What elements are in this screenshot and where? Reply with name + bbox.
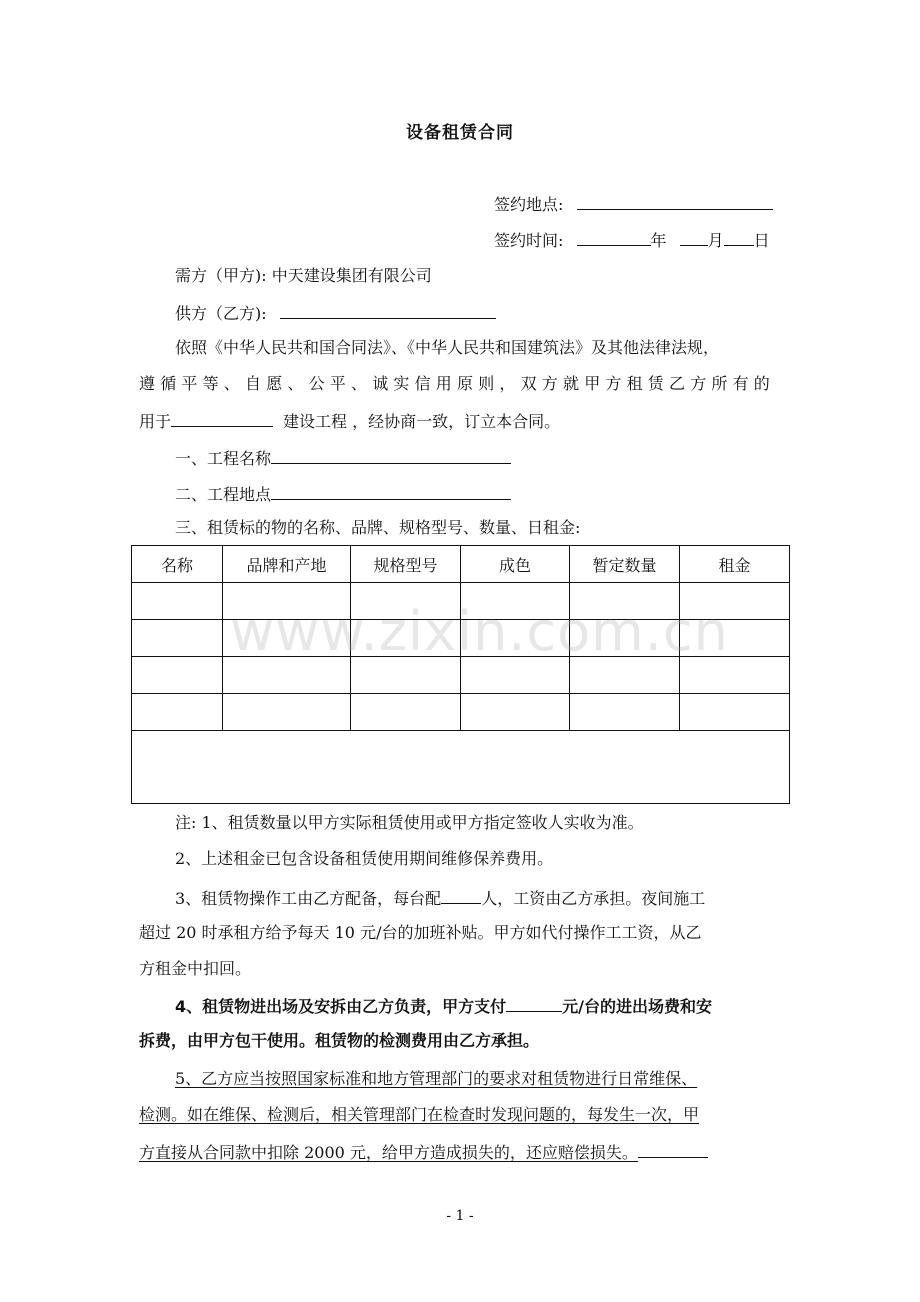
note-4-line-1 bbox=[175, 994, 712, 1018]
col-header-rent: 租金 bbox=[680, 546, 790, 583]
sign-month-field[interactable] bbox=[680, 228, 708, 246]
lease-items-table bbox=[131, 545, 790, 804]
table-cell[interactable] bbox=[351, 657, 461, 694]
note-1: 注: 1、租赁数量以甲方实际租赁使用或甲方指定签收人实收为准。 bbox=[175, 813, 644, 832]
table-cell[interactable] bbox=[461, 694, 570, 731]
col-header-brand: 品牌和产地 bbox=[223, 546, 351, 583]
note-5-line-3-row bbox=[139, 1140, 708, 1164]
document-title: 设备租赁合同 bbox=[406, 123, 514, 143]
project-name-field[interactable] bbox=[271, 446, 511, 464]
table-cell[interactable] bbox=[132, 657, 223, 694]
intro-line-1: 依照《中华人民共和国合同法》、《中华人民共和国建筑法》及其他法律法规， bbox=[175, 338, 720, 357]
note-3-line-3: 方租金中扣回。 bbox=[139, 959, 252, 978]
table-cell[interactable] bbox=[570, 657, 680, 694]
col-header-model: 规格型号 bbox=[351, 546, 461, 583]
entry-exit-fee-field[interactable] bbox=[506, 994, 562, 1012]
table-cell[interactable] bbox=[570, 583, 680, 620]
sign-place-label: 签约地点: bbox=[494, 195, 564, 214]
note-3-start: 3、租赁物操作工由乙方配备，每台配 bbox=[175, 889, 442, 908]
note-2: 2、上述租金已包含设备租赁使用期间维修保养费用。 bbox=[175, 849, 554, 868]
party-b-row bbox=[175, 301, 496, 325]
intro-line-3-end: 建设工程 ，经协商一致，订立本合同。 bbox=[283, 412, 561, 431]
table-cell[interactable] bbox=[680, 583, 790, 620]
col-header-condition: 成色 bbox=[461, 546, 570, 583]
table-cell[interactable] bbox=[351, 583, 461, 620]
table-cell[interactable] bbox=[223, 583, 351, 620]
table-row bbox=[132, 694, 790, 731]
table-cell[interactable] bbox=[680, 657, 790, 694]
note-4-end: 元/台的进出场费和安 bbox=[562, 997, 712, 1016]
table-merged-row bbox=[132, 731, 790, 804]
table-cell[interactable] bbox=[223, 694, 351, 731]
table-row bbox=[132, 620, 790, 657]
note-5-line-1: 5、乙方应当按照国家标准和地方管理部门的要求对租赁物进行日常维保、 bbox=[175, 1069, 698, 1088]
intro-line-3-start: 用于 bbox=[139, 412, 172, 431]
note-5-line-3: 方直接从合同款中扣除 2000 元，给甲方造成损失的，还应赔偿损失。 bbox=[139, 1143, 638, 1162]
table-cell[interactable] bbox=[351, 694, 461, 731]
table-header-row bbox=[132, 546, 790, 583]
sign-day-field[interactable] bbox=[724, 228, 754, 246]
intro-line-2: 遵循平等、自愿、公平、诚实信用原则，双方就甲方租赁乙方所有的 bbox=[139, 374, 776, 393]
sign-place-row bbox=[494, 192, 773, 216]
table-cell[interactable] bbox=[132, 583, 223, 620]
item-project-location-label: 二、工程地点 bbox=[175, 485, 272, 504]
item-project-name-label: 一、工程名称 bbox=[175, 449, 272, 468]
col-header-name: 名称 bbox=[132, 546, 223, 583]
sign-year-field[interactable] bbox=[577, 228, 651, 246]
table-row bbox=[132, 657, 790, 694]
table-cell[interactable] bbox=[351, 620, 461, 657]
note-5-trailing-line bbox=[638, 1140, 708, 1158]
watermark: www.zixin.com.cn bbox=[230, 600, 729, 663]
table-cell[interactable] bbox=[223, 620, 351, 657]
table-row bbox=[132, 583, 790, 620]
col-header-quantity: 暂定数量 bbox=[570, 546, 680, 583]
item-project-location-row bbox=[175, 482, 511, 506]
item-lease-items: 三、租赁标的物的名称、品牌、规格型号、数量、日租金: bbox=[175, 518, 581, 537]
table-cell[interactable] bbox=[132, 620, 223, 657]
sign-time-label: 签约时间: bbox=[494, 231, 564, 250]
note-3-line-2: 超过 20 时承租方给予每天 10 元/台的加班补贴。甲方如代付操作工工资，从乙 bbox=[139, 923, 702, 942]
party-a: 需方（甲方): 中天建设集团有限公司 bbox=[175, 266, 432, 285]
month-label: 月 bbox=[707, 231, 724, 250]
table-cell[interactable] bbox=[223, 657, 351, 694]
note-4-start: 4、租赁物进出场及安拆由乙方负责，甲方支付 bbox=[175, 997, 507, 1016]
day-label: 日 bbox=[753, 231, 770, 250]
table-cell[interactable] bbox=[570, 620, 680, 657]
note-5-line-2: 检测。如在维保、检测后，相关管理部门在检查时发现问题的，每发生一次，甲 bbox=[139, 1105, 700, 1124]
project-use-field[interactable] bbox=[171, 409, 273, 427]
note-3-end: 人，工资由乙方承担。夜间施工 bbox=[481, 889, 706, 908]
year-label: 年 bbox=[650, 231, 667, 250]
note-3-line-1 bbox=[175, 886, 705, 910]
sign-time-row bbox=[494, 228, 770, 252]
table-cell[interactable] bbox=[570, 694, 680, 731]
page-number: - 1 - bbox=[446, 1208, 474, 1224]
table-cell[interactable] bbox=[461, 583, 570, 620]
intro-line-3 bbox=[139, 409, 560, 433]
party-b-field[interactable] bbox=[280, 301, 496, 319]
party-b-label: 供方（乙方): bbox=[175, 304, 267, 323]
table-merged-cell[interactable] bbox=[132, 731, 790, 804]
item-project-name-row bbox=[175, 446, 511, 470]
table-cell[interactable] bbox=[132, 694, 223, 731]
table-cell[interactable] bbox=[461, 620, 570, 657]
project-location-field[interactable] bbox=[271, 482, 511, 500]
operator-count-field[interactable] bbox=[441, 886, 481, 904]
table-cell[interactable] bbox=[680, 694, 790, 731]
table-cell[interactable] bbox=[461, 657, 570, 694]
note-4-line-2: 拆费，由甲方包干使用。租赁物的检测费用由乙方承担。 bbox=[139, 1031, 540, 1050]
table-cell[interactable] bbox=[680, 620, 790, 657]
sign-place-field[interactable] bbox=[577, 192, 773, 210]
